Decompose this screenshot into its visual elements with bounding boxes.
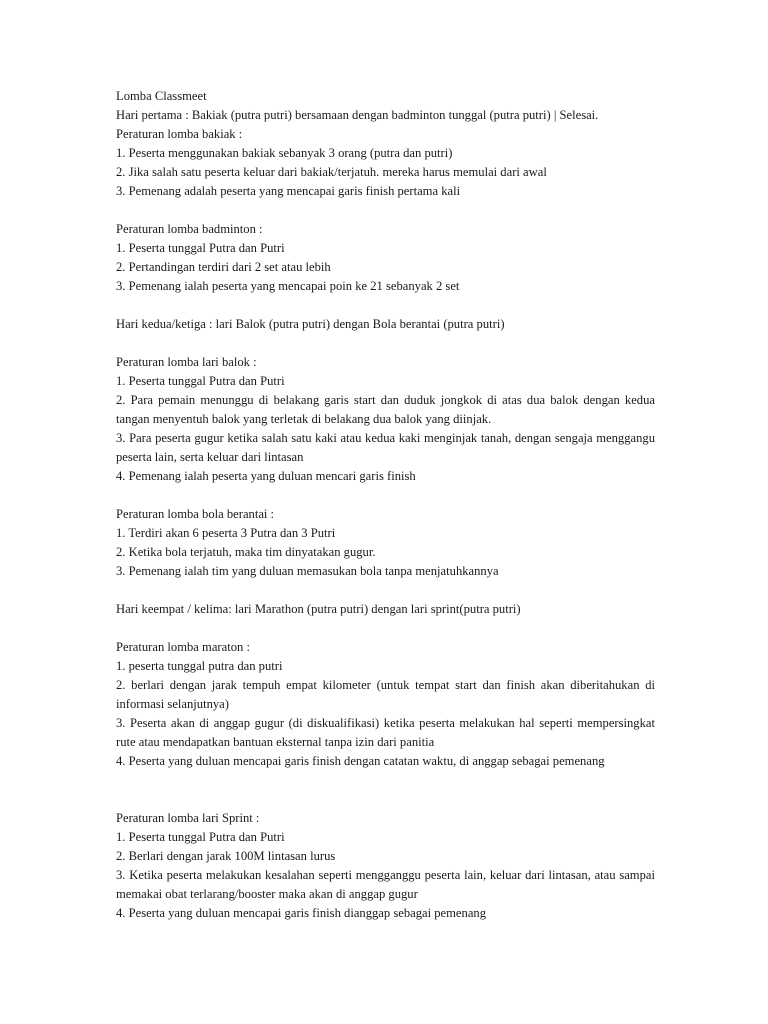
- badminton-rule-2: 2. Pertandingan terdiri dari 2 set atau lebih: [116, 260, 331, 274]
- day1-heading: Hari pertama : Bakiak (putra putri) bersamaan dengan badminton tunggal (putra putri) | Selesai.: [116, 108, 599, 122]
- sprint-rule-2: 2. Berlari dengan jarak 100M lintasan lurus: [116, 849, 336, 863]
- maraton-rule-2: 2. berlari dengan jarak tempuh empat kilometer (untuk tempat start dan finish akan diberitahukan di informasi selanjutnya): [116, 678, 655, 711]
- maraton-rules-title: Peraturan lomba maraton :: [116, 640, 250, 654]
- document-title: Lomba Classmeet: [116, 89, 207, 103]
- badminton-rule-3: 3. Pemenang ialah peserta yang mencapai poin ke 21 sebanyak 2 set: [116, 279, 460, 293]
- balok-rule-1: 1. Peserta tunggal Putra dan Putri: [116, 374, 285, 388]
- bakiak-rules-title: Peraturan lomba bakiak :: [116, 127, 243, 141]
- spacer: [116, 486, 655, 505]
- day4-heading: Hari keempat / kelima: lari Marathon (putra putri) dengan lari sprint(putra putri): [116, 602, 521, 616]
- maraton-rule-1: 1. peserta tunggal putra dan putri: [116, 659, 283, 673]
- badminton-rules-title: Peraturan lomba badminton :: [116, 222, 263, 236]
- spacer: [116, 334, 655, 353]
- balok-rules-title: Peraturan lomba lari balok :: [116, 355, 257, 369]
- bakiak-rule-3: 3. Pemenang adalah peserta yang mencapai garis finish pertama kali: [116, 184, 461, 198]
- bakiak-rule-2: 2. Jika salah satu peserta keluar dari bakiak/terjatuh. mereka harus memulai dari awal: [116, 165, 547, 179]
- badminton-rule-1: 1. Peserta tunggal Putra dan Putri: [116, 241, 285, 255]
- maraton-rule-3: 3. Peserta akan di anggap gugur (di diskualifikasi) ketika peserta melakukan hal seperti mempersingkat rute atau mendapatkan bantuan eksternal tanpa izin dari panitia: [116, 716, 655, 749]
- maraton-rule-4: 4. Peserta yang duluan mencapai garis finish dengan catatan waktu, di anggap sebagai pemenang: [116, 754, 605, 768]
- spacer: [116, 771, 655, 809]
- spacer: [116, 581, 655, 600]
- balok-rule-3: 3. Para peserta gugur ketika salah satu kaki atau kedua kaki menginjak tanah, dengan sengaja menggangu peserta lain, serta keluar dari lintasan: [116, 431, 655, 464]
- bola-rule-2: 2. Ketika bola terjatuh, maka tim dinyatakan gugur.: [116, 545, 376, 559]
- spacer: [116, 201, 655, 220]
- spacer: [116, 619, 655, 638]
- sprint-rules-title: Peraturan lomba lari Sprint :: [116, 811, 260, 825]
- bola-rule-1: 1. Terdiri akan 6 peserta 3 Putra dan 3 Putri: [116, 526, 336, 540]
- bakiak-rule-1: 1. Peserta menggunakan bakiak sebanyak 3 orang (putra dan putri): [116, 146, 453, 160]
- balok-rule-2: 2. Para pemain menunggu di belakang garis start dan duduk jongkok di atas dua balok dengan kedua tangan menyentuh balok yang terletak di belakang dua balok yang diinjak.: [116, 393, 655, 426]
- bola-rules-title: Peraturan lomba bola berantai :: [116, 507, 275, 521]
- sprint-rule-1: 1. Peserta tunggal Putra dan Putri: [116, 830, 285, 844]
- document-body: [116, 87, 655, 923]
- spacer: [116, 296, 655, 315]
- sprint-rule-3: 3. Ketika peserta melakukan kesalahan seperti mengganggu peserta lain, keluar dari lintasan, atau sampai memakai obat terlarang/booster maka akan di anggap gugur: [116, 868, 655, 901]
- balok-rule-4: 4. Pemenang ialah peserta yang duluan mencari garis finish: [116, 469, 416, 483]
- day2-heading: Hari kedua/ketiga : lari Balok (putra putri) dengan Bola berantai (putra putri): [116, 317, 505, 331]
- bola-rule-3: 3. Pemenang ialah tim yang duluan memasukan bola tanpa menjatuhkannya: [116, 564, 499, 578]
- sprint-rule-4: 4. Peserta yang duluan mencapai garis finish dianggap sebagai pemenang: [116, 906, 486, 920]
